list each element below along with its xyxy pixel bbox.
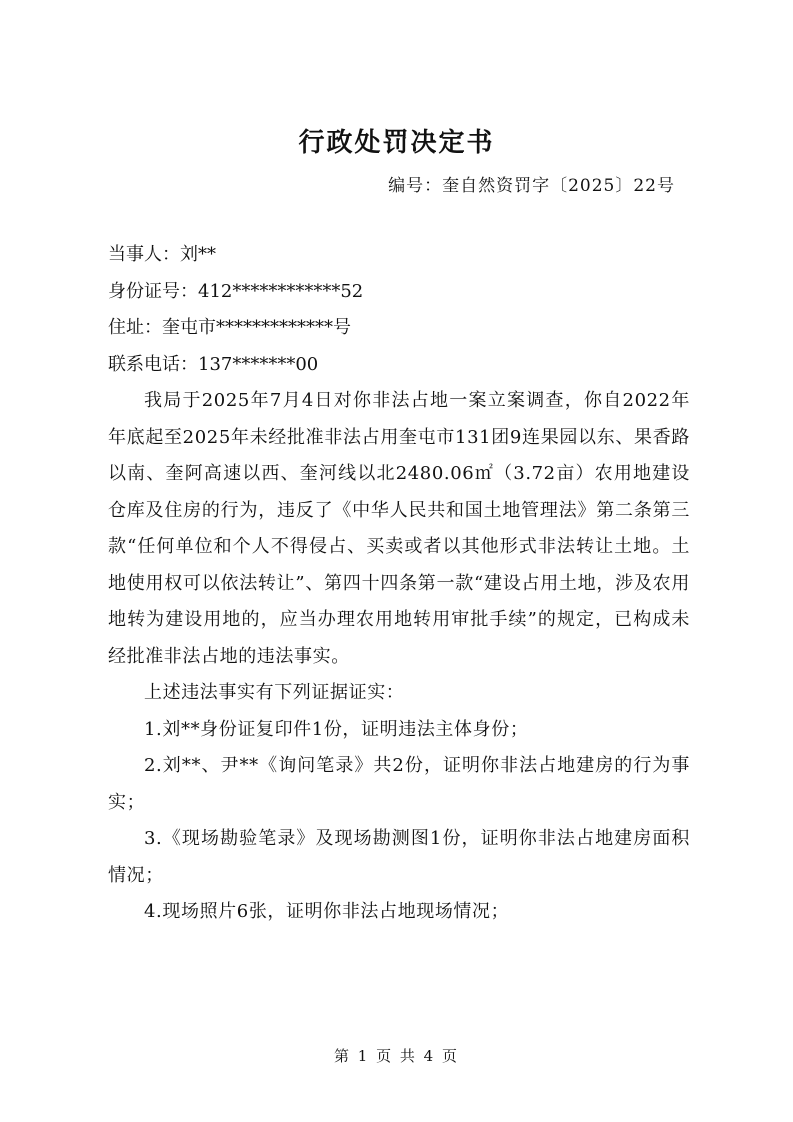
evidence-item: 4.现场照片6张，证明你非法占地现场情况； bbox=[144, 901, 510, 922]
document-title: 行政处罚决定书 bbox=[298, 128, 495, 158]
document-body bbox=[108, 237, 690, 931]
page-indicator: 第 1 页 共 4 页 bbox=[334, 1047, 459, 1065]
party-phone: 联系电话：137*******00 bbox=[108, 353, 319, 375]
fact-paragraph: 我局于2025年7月4日对你非法占地一案立案调查，你自2022年年底起至2025年未经批准非法占用奎屯市131团9连果园以东、果香路以南、奎阿高速以西、奎河线以北2480.06㎡（3.72亩）农用地建设仓库及住房的行为，违反了《中华人民共和国土地管理法》第二条第三款“任何单位和个人不得侵占、买卖或者以其他形式非法转让土地。土地使用权可以依法转让”、第四十四条第一款“建设占用土地，涉及农用地转为建设用地的，应当办理农用地转用审批手续”的规定，已构成未经批准非法占地的违法事实。 bbox=[108, 390, 690, 667]
party-address: 住址：奎屯市*************号 bbox=[108, 317, 351, 338]
document-number: 编号：奎自然资罚字〔2025〕22号 bbox=[388, 176, 675, 196]
evidence-item: 2.刘**、尹**《询问笔录》共2份，证明你非法占地建房的行为事实； bbox=[108, 755, 690, 813]
party-id-number: 身份证号：412************52 bbox=[108, 280, 364, 302]
party-name: 当事人：刘** bbox=[108, 244, 216, 265]
evidence-item: 3.《现场勘验笔录》及现场勘测图1份，证明你非法占地建房面积情况； bbox=[108, 828, 690, 886]
evidence-item: 1.刘**身份证复印件1份，证明违法主体身份； bbox=[144, 718, 529, 740]
evidence-intro: 上述违法事实有下列证据证实： bbox=[144, 682, 405, 703]
